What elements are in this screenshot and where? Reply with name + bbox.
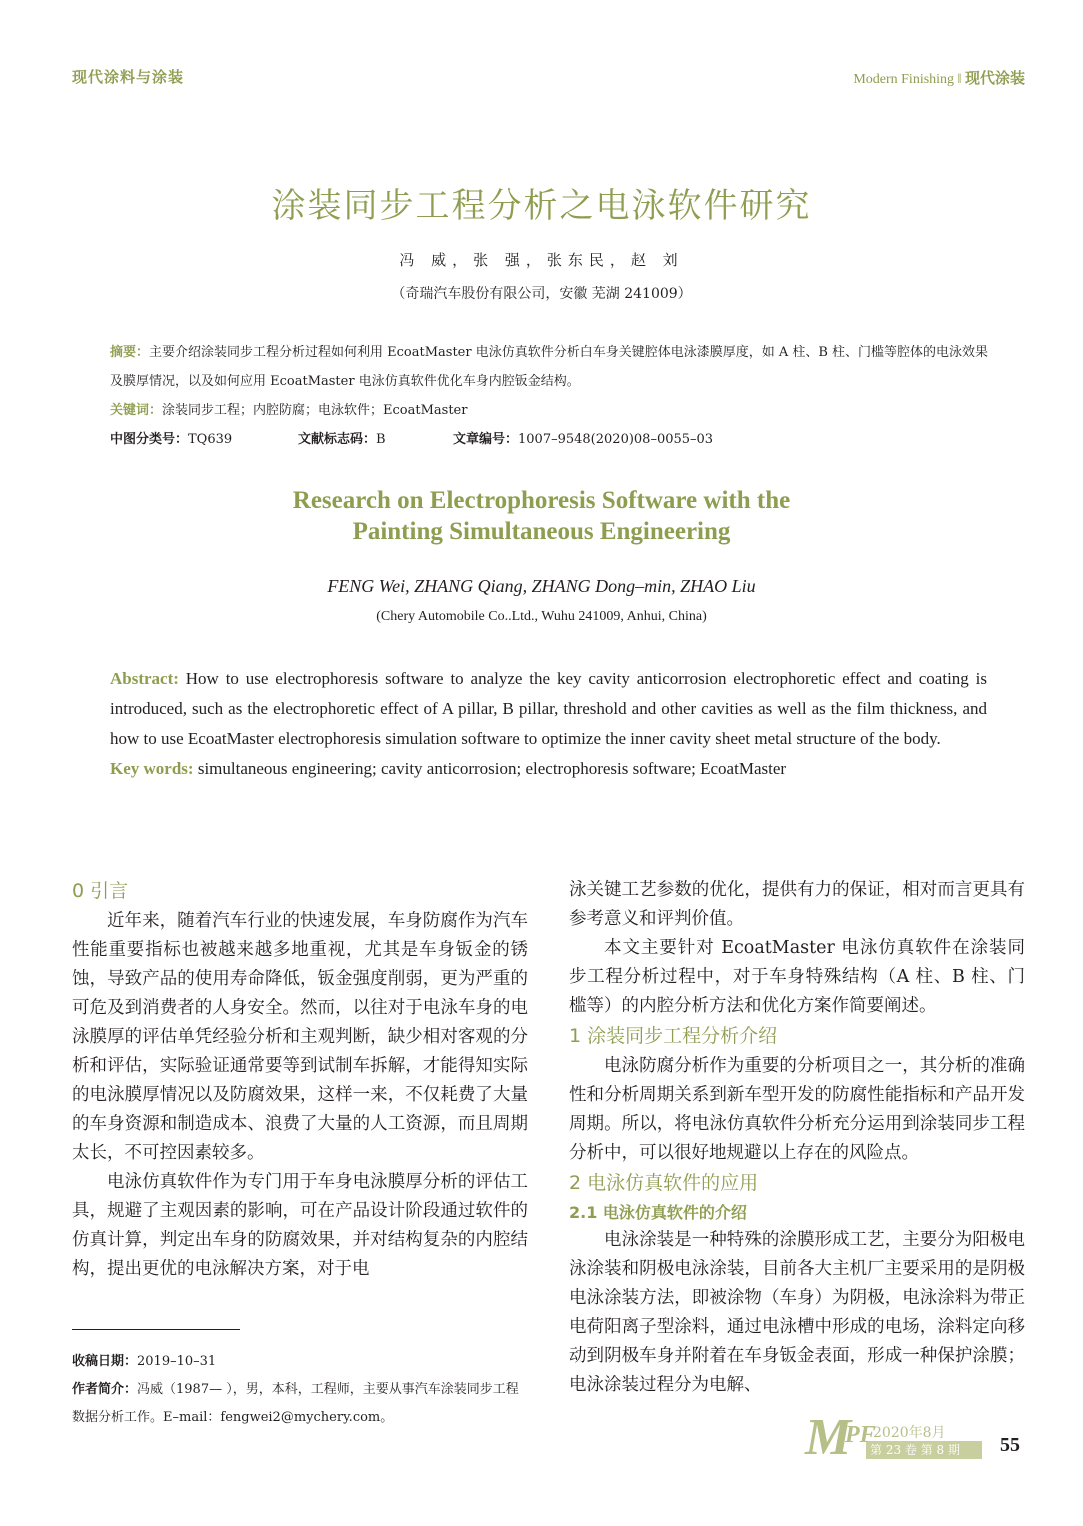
article-no-label: 文章编号： — [453, 432, 519, 447]
section-2-1-paragraph-1: 电泳涂装是一种特殊的涂膜形成工艺，主要分为阳极电泳涂装和阴极电泳涂装，目前各大主机厂主要采用的是阴极电泳涂装方法，即被涂物（车身）为阴极，电泳涂料为带正电荷阳离子型涂料，通过电泳槽中形成的电场，涂料定向移动到阴极车身并附着在车身钣金表面，形成一种保护涂膜；电泳涂装过程分为电解、 — [569, 1230, 1025, 1395]
cn-abstract — [110, 338, 1000, 396]
section-2-heading: 2 电泳仿真软件的应用 — [569, 1172, 759, 1194]
journal-name-cn: 现代涂装 — [964, 69, 1025, 87]
received-label: 收稿日期： — [72, 1354, 138, 1369]
body-left-column — [72, 876, 528, 1284]
received-value: 2019–10–31 — [137, 1354, 217, 1369]
en-abstract-label: Abstract: — [110, 669, 179, 688]
cn-abstract-text: 主要介绍涂装同步工程分析过程如何利用 EcoatMaster 电泳仿真软件分析白车身关键腔体电泳漆膜厚度，如 A 柱、B 柱、门槛等腔体的电泳效果及膜厚情况，以及如何应用 EcoatMaster 电泳仿真软件优化车身内腔钣金结构。 — [110, 345, 989, 389]
affiliation: （奇瑞汽车股份有限公司，安徽 芜湖 241009） — [391, 286, 692, 302]
article-no-value: 1007–9548(2020)08–0055–03 — [518, 432, 714, 447]
journal-name-right — [853, 67, 1025, 88]
cn-keywords-text: 涂装同步工程；内腔防腐；电泳软件；EcoatMaster — [162, 403, 468, 418]
cn-abstract-block — [110, 338, 1000, 454]
journal-name-en: Modern Finishing — [853, 72, 955, 87]
en-abstract — [110, 664, 987, 754]
doc-code-label: 文献标志码： — [298, 432, 377, 447]
clc-item — [110, 425, 298, 454]
cn-abstract-label: 摘要： — [110, 345, 150, 360]
en-abstract-text: How to use electrophoresis software to analyze the key cavity anticorrosion electrophoretic effect and coating is introduced, such as the electrophoretic effect of A pillar, B pillar, threshold and other cavities as well as the film thickness, and how to use EcoatMaster electrophoresis simulation software to optimize the inner cavity sheet metal structure of the body. — [110, 669, 987, 748]
cn-keywords-label: 关键词： — [110, 403, 163, 418]
doc-code-value: B — [376, 432, 386, 447]
section-0-paragraph-2-continued: 泳关键工艺参数的优化，提供有力的保证，相对而言更具有参考意义和评判价值。 — [569, 880, 1025, 929]
journal-logo-pf: PF — [845, 1422, 876, 1448]
received-date — [72, 1348, 528, 1376]
body-right-column — [569, 876, 1025, 1400]
section-1-heading: 1 涂装同步工程分析介绍 — [569, 1025, 778, 1047]
cn-keywords — [110, 396, 1000, 425]
footnote-rule — [72, 1329, 240, 1330]
footnote — [72, 1348, 528, 1432]
en-keywords-label: Key words: — [110, 759, 194, 778]
author-bio — [72, 1376, 528, 1432]
bio-label: 作者简介： — [72, 1382, 138, 1397]
issue-volume: 第 23 卷 第 8 期 — [870, 1443, 960, 1457]
article-no-item — [453, 425, 713, 454]
en-abstract-block — [110, 664, 987, 784]
authors: 冯 威，张 强，张东民，赵 刘 — [399, 251, 684, 269]
doc-code-item — [298, 425, 453, 454]
issue-date: 2020年8月 — [873, 1425, 946, 1441]
en-authors: FENG Wei, ZHANG Qiang, ZHANG Dong–min, ZHAO Liu — [327, 576, 756, 596]
section-2-1-heading: 2.1 电泳仿真软件的介绍 — [569, 1203, 747, 1222]
page-number: 55 — [1000, 1434, 1020, 1456]
en-title — [0, 485, 1083, 547]
section-0-paragraph-3: 本文主要针对 EcoatMaster 电泳仿真软件在涂装同步工程分析过程中，对于车身特殊结构（A 柱、B 柱、门槛等）的内腔分析方法和优化方案作简要阐述。 — [569, 938, 1025, 1016]
en-affiliation: (Chery Automobile Co..Ltd., Wuhu 241009, Anhui, China) — [376, 609, 707, 624]
section-0-heading: 0 引言 — [72, 880, 129, 902]
en-title-line2: Painting Simultaneous Engineering — [352, 518, 731, 545]
clc-value: TQ639 — [188, 432, 233, 447]
section-0-paragraph-2: 电泳仿真软件作为专门用于车身电泳膜厚分析的评估工具，规避了主观因素的影响，可在产品设计阶段通过软件的仿真计算，判定出车身的防腐效果，并对结构复杂的内腔结构，提出更优的电泳解决方案，对于电 — [72, 1172, 528, 1279]
paper-title: 涂装同步工程分析之电泳软件研究 — [271, 186, 812, 226]
section-1-paragraph-1: 电泳防腐分析作为重要的分析项目之一，其分析的准确性和分析周期关系到新车型开发的防腐性能指标和产品开发周期。所以，将电泳仿真软件分析充分运用到涂装同步工程分析中，可以很好地规避以上存在的风险点。 — [569, 1056, 1025, 1163]
classification-row — [110, 425, 1000, 454]
journal-logo-m: M — [805, 1409, 852, 1466]
section-0-paragraph-1: 近年来，随着汽车行业的快速发展，车身防腐作为汽车性能重要指标也被越来越多地重视，尤其是车身钣金的锈蚀，导致产品的使用寿命降低，钣金强度削弱，更为严重的可危及到消费者的人身安全。然而，以往对于电泳车身的电泳膜厚的评估单凭经验分析和主观判断，缺少相对客观的分析和评估，实际验证通常要等到试制车拆解，才能得知实际的电泳膜厚情况以及防腐效果，这样一来，不仅耗费了大量的车身资源和制造成本、浪费了大量的人工资源，而且周期太长，不可控因素较多。 — [72, 911, 528, 1163]
journal-separator: ‖ — [954, 72, 965, 87]
en-title-line1: Research on Electrophoresis Software with the — [292, 487, 791, 514]
clc-label: 中图分类号： — [110, 432, 189, 447]
journal-name-left: 现代涂料与涂装 — [72, 68, 185, 86]
en-keywords-text: simultaneous engineering; cavity anticorrosion; electrophoresis software; EcoatMaster — [193, 759, 787, 778]
en-keywords — [110, 754, 987, 784]
bio-text: 冯威（1987— ），男，本科，工程师，主要从事汽车涂装同步工程数据分析工作。E–mail：fengwei2@mychery.com。 — [72, 1382, 519, 1425]
